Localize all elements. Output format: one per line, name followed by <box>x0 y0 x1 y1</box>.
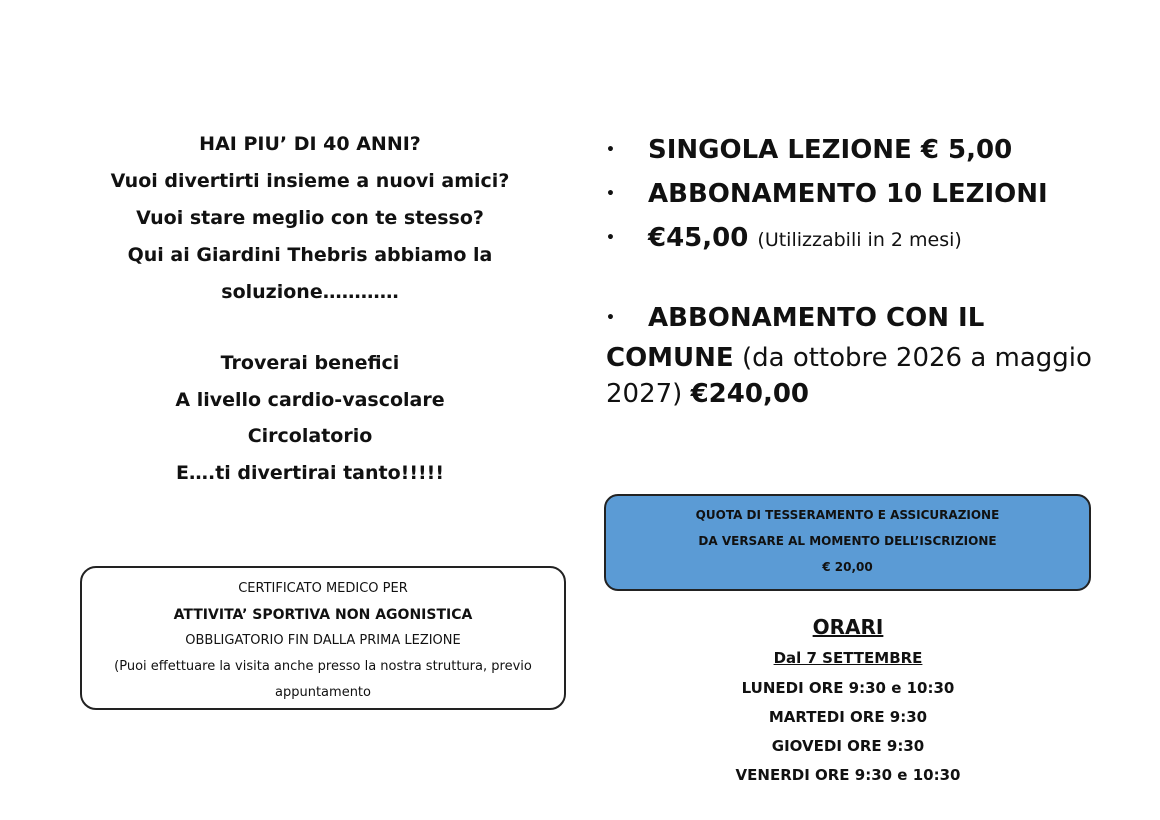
orari-line: GIOVEDI ORE 9:30 <box>771 737 925 755</box>
orari-line: MARTEDI ORE 9:30 <box>768 708 928 726</box>
benefits-text <box>60 345 560 491</box>
price-list <box>606 128 1126 262</box>
intro-line: Vuoi divertirti insieme a nuovi amici? <box>110 170 510 192</box>
benefit-line: A livello cardio-vascolare <box>175 388 445 411</box>
quota-box <box>604 494 1091 591</box>
price-item-abbonamento10 <box>606 172 1126 216</box>
medical-line: OBBLIGATORIO FIN DALLA PRIMA LEZIONE <box>185 633 461 648</box>
comune-title: ABBONAMENTO CON IL <box>648 303 985 333</box>
orari-line: LUNEDI ORE 9:30 e 10:30 <box>741 679 955 697</box>
intro-line: Qui ai Giardini Thebris abbiamo la <box>127 244 493 266</box>
comune-details <box>606 340 1126 412</box>
comune-word: COMUNE <box>606 343 734 373</box>
price-item-comune <box>606 296 1126 340</box>
price-abbonamento10-amount: €45,00 <box>648 223 749 253</box>
intro-line: Vuoi stare meglio con te stesso? <box>136 207 484 229</box>
comune-period: (da ottobre 2026 a maggio 2027) <box>606 343 1092 409</box>
comune-block <box>606 296 1126 412</box>
quota-line: DA VERSARE AL MOMENTO DELL’ISCRIZIONE <box>698 534 997 548</box>
benefit-line: Circolatorio <box>247 425 373 447</box>
bullet-icon: • <box>606 230 615 246</box>
orari-subtitle: Dal 7 SETTEMBRE <box>773 649 923 667</box>
benefit-line: Troverai benefici <box>220 352 400 374</box>
quota-amount: € 20,00 <box>822 560 873 574</box>
bullet-icon: • <box>606 186 615 202</box>
bullet-icon: • <box>606 142 615 158</box>
medical-line: (Puoi effettuare la visita anche presso la nostra struttura, previo <box>114 659 532 674</box>
orari-line: VENERDI ORE 9:30 e 10:30 <box>735 766 961 784</box>
orari-section <box>606 612 1090 790</box>
price-item-single <box>606 128 1126 172</box>
price-item-abbonamento10-price <box>606 216 1126 262</box>
medical-line: appuntamento <box>275 685 371 700</box>
price-abbonamento10-note: (Utilizzabili in 2 mesi) <box>757 229 962 251</box>
price-abbonamento10-text: ABBONAMENTO 10 LEZIONI <box>648 179 1048 209</box>
comune-price: €240,00 <box>690 379 809 409</box>
quota-line: QUOTA DI TESSERAMENTO E ASSICURAZIONE <box>695 508 1000 522</box>
benefit-line: E….ti divertirai tanto!!!!! <box>176 461 444 484</box>
intro-line: HAI PIU’ DI 40 ANNI? <box>199 133 421 155</box>
medical-line: CERTIFICATO MEDICO PER <box>238 581 408 596</box>
intro-text <box>60 126 560 311</box>
intro-line: soluzione………… <box>221 281 399 303</box>
medical-certificate-box <box>80 566 566 710</box>
price-single-text: SINGOLA LEZIONE € 5,00 <box>648 135 1013 165</box>
orari-title: ORARI <box>812 615 884 639</box>
bullet-icon: • <box>606 310 615 326</box>
medical-line-bold: ATTIVITA’ SPORTIVA NON AGONISTICA <box>173 607 473 623</box>
